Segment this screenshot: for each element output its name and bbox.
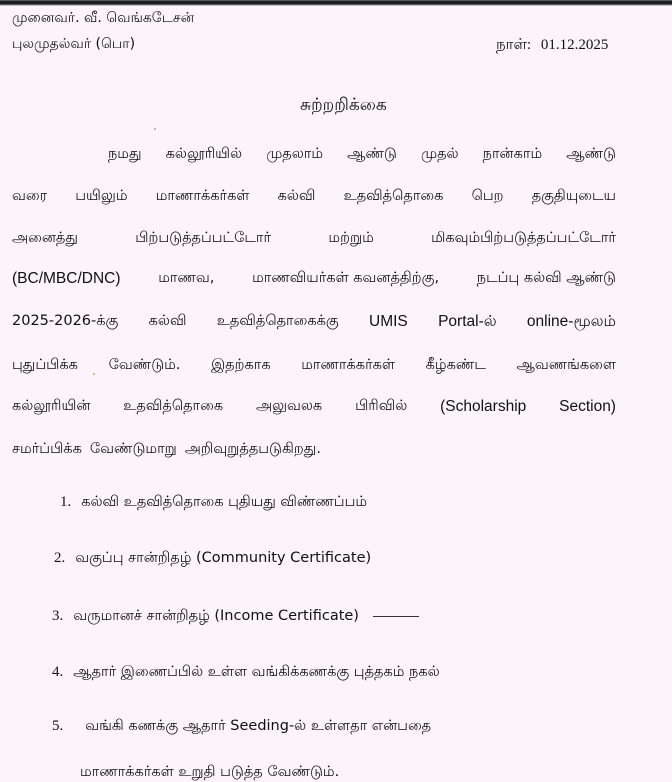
scan-top-border [0, 0, 672, 6]
word: பெற [471, 188, 504, 204]
item-text: வங்கி கணக்கு ஆதார் Seeding-ல் உள்ளதா என்பதை [85, 718, 432, 734]
item-number: 4. [52, 664, 64, 680]
item-number: 2. [54, 550, 66, 566]
word: உதவித்தொகைக்கு [216, 313, 339, 329]
word: அலுவலக [255, 398, 323, 414]
item-number: 3. [52, 608, 64, 624]
word: ஆண்டு [347, 146, 397, 162]
word: பிற்படுத்தப்பட்டோர் [135, 230, 272, 246]
date-value: 01.12.2025 [540, 37, 609, 53]
body-line-6 [12, 357, 616, 375]
word: மிகவும்பிற்படுத்தப்பட்டோர் [431, 230, 616, 246]
word: நடப்பு கல்வி ஆண்டு [476, 270, 616, 286]
word: கல்வி [277, 188, 316, 204]
date-label: நாள்: [496, 37, 532, 53]
word: கல்லூரியில் [165, 146, 243, 162]
word: சமர்ப்பிக்க [12, 441, 82, 457]
word: online-மூலம் [526, 313, 616, 330]
word: 2025-2026-க்கு [12, 313, 119, 329]
document-item-4 [52, 664, 440, 682]
body-line-4 [12, 270, 616, 288]
body-line-8 [12, 441, 616, 459]
item-number: 5. [52, 718, 64, 734]
word: வரை [12, 188, 48, 204]
word: புதுப்பிக்க [12, 357, 78, 373]
document-item-5 [52, 718, 431, 736]
word: உதவித்தொகை [123, 398, 224, 414]
word: Section) [559, 398, 616, 415]
sender-name: முனைவர். வீ. வெங்கடேசன் [12, 10, 195, 26]
word: வேண்டும். [108, 357, 181, 373]
word: Portal-ல் [438, 313, 497, 330]
word: வேண்டுமாறு [89, 441, 177, 457]
handwritten-dash [373, 616, 419, 617]
word: அறிவுறுத்தபடுகிறது. [184, 441, 321, 457]
word: (Scholarship [440, 398, 527, 415]
word: மாணவியர்கள் கவனத்திற்கு, [252, 270, 440, 286]
sender-title: புலமுதல்வர் (பொ) [12, 36, 136, 52]
word: (BC/MBC/DNC) [12, 270, 121, 287]
word: அனைத்து [12, 230, 78, 246]
word: முதலாம் [266, 146, 324, 162]
item-text: கல்வி உதவித்தொகை புதியது விண்ணப்பம் [81, 494, 368, 510]
body-line-2 [12, 188, 616, 206]
document-item-5-continuation: மாணாக்கர்கள் உறுதி படுத்த வேண்டும். [80, 764, 340, 780]
document-item-1 [60, 494, 367, 512]
document-item-3 [52, 608, 419, 626]
document-item-2 [54, 550, 371, 568]
word: தகுதியுடைய [531, 188, 616, 204]
word: மாணாக்கர்கள் [155, 188, 250, 204]
scan-speck [93, 373, 95, 375]
word: ஆண்டு [566, 146, 616, 162]
body-line-3 [12, 230, 616, 248]
word: முதல் [420, 146, 459, 162]
word: UMIS [369, 313, 408, 330]
word: பயிலும் [75, 188, 128, 204]
word: நமது [108, 146, 142, 162]
word: ஆவணங்களை [516, 357, 616, 373]
word: மற்றும் [328, 230, 374, 246]
word: கல்வி [148, 313, 187, 329]
word: கீழ்கண்ட [425, 357, 486, 373]
item-text: வகுப்பு சான்றிதழ் (Community Certificate) [75, 550, 372, 566]
scan-speck [154, 128, 156, 130]
word: பிரிவில் [355, 398, 408, 414]
word: நான்காம் [482, 146, 543, 162]
body-line-7 [12, 398, 616, 416]
item-text: வருமானச் சான்றிதழ் (Income Certificate) [73, 608, 359, 624]
item-text: ஆதார் இணைப்பில் உள்ள வங்கிக்கணக்கு புத்தகம் நகல் [73, 664, 440, 680]
word: மாணாக்கர்கள் [301, 357, 396, 373]
date-line [496, 36, 608, 55]
word: மாணவ, [158, 270, 215, 286]
word: இதற்காக [211, 357, 271, 373]
body-line-1 [108, 146, 616, 164]
word: உதவித்தொகை [343, 188, 444, 204]
item-number: 1. [60, 494, 72, 510]
word: கல்லூரியின் [12, 398, 91, 414]
circular-title: சுற்றறிக்கை [300, 95, 387, 115]
body-line-5 [12, 313, 616, 332]
